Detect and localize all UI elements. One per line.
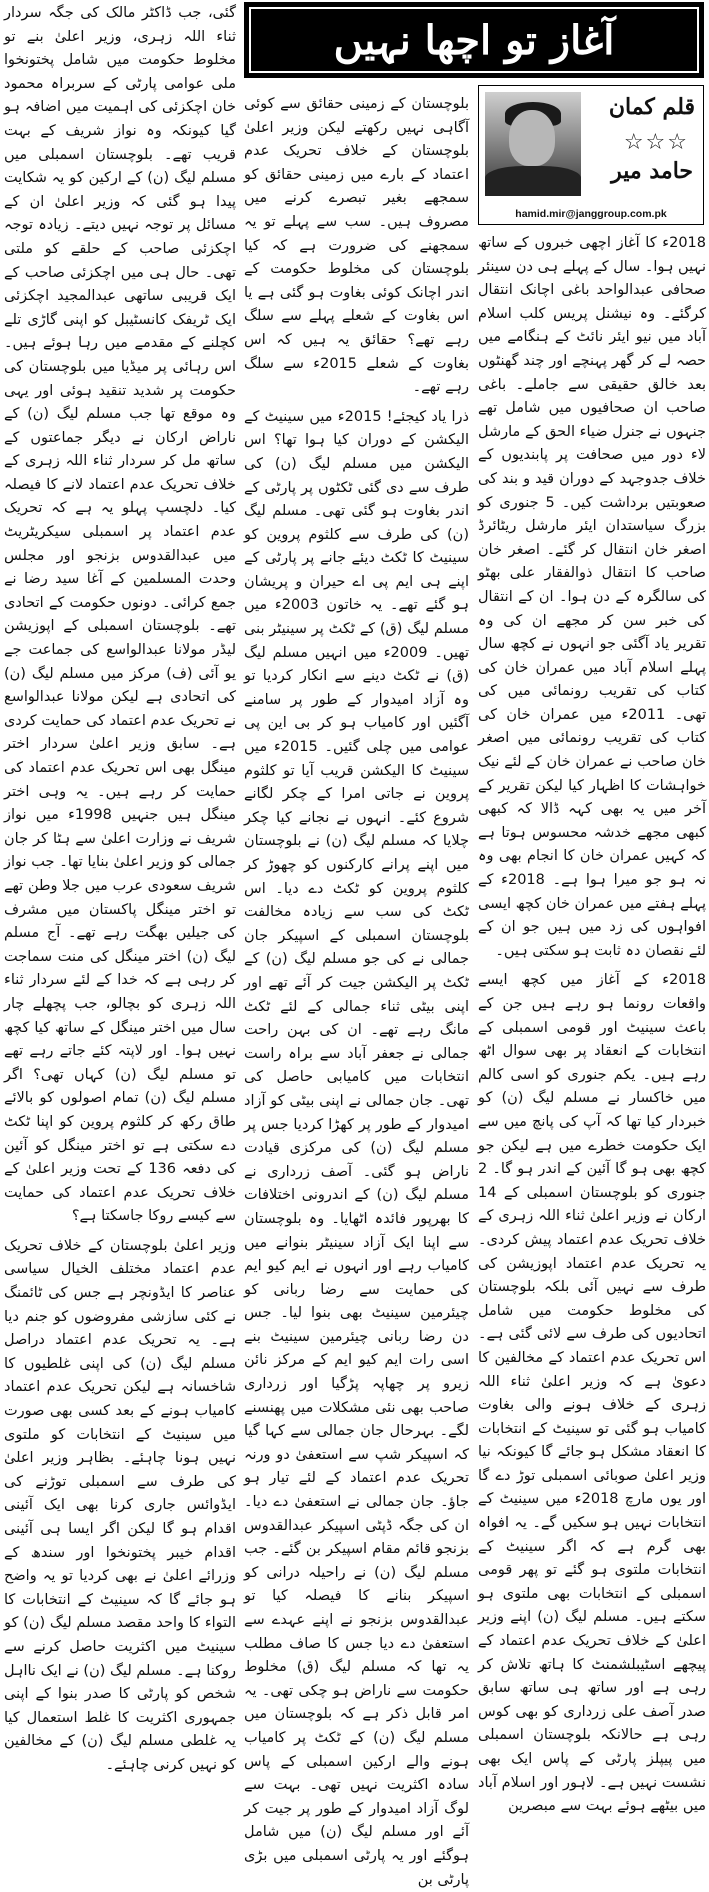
author-photo-face (509, 110, 555, 166)
article-column-right (477, 232, 706, 1815)
column-title: آغاز تو اچھا نہیں (333, 16, 615, 64)
star-icons: ☆☆☆ (623, 130, 689, 155)
column-title-frame (249, 7, 699, 73)
article-column-middle (244, 93, 470, 1888)
paragraph: وزیر اعلیٰ بلوچستان کے خلاف تحریک عدم اعتماد مختلف الخیال سیاسی عناصر کا ایڈونچر ہے جس کی ٹائمنگ نے کئی سازشی مفروضوں کو جنم دیا ہے۔ یہ تحریک عدم اعتماد دراصل مسلم لیگ (ن) کی اپنی غلطیوں کا شاخسانہ ہے لیکن تحریک عدم اعتماد کامیاب ہونے کے بعد کسی بھی صورت میں سینیٹ کے انتخابات کو ملتوی نہیں ہونا چاہئے۔ بظاہر وزیر اعلیٰ کی طرف سے اسمبلی توڑنے کی ایڈوائس جاری کرنا بھی ایک آئینی اقدام ہو گا لیکن اگر ایسا ہی آئینی اقدام خیبر پختونخوا اور سندھ کے وزرائے اعلیٰ نے بھی کردیا تو یہ واضح ہو جائے گا کہ سینیٹ کے انتخابات کا التواء کا واحد مقصد مسلم لیگ (ن) کو سینیٹ میں اکثریت حاصل کرنے سے روکنا ہے۔ مسلم لیگ (ن) نے ایک نااہل شخص کو پارٹی کا صدر بنوا کے اپنی جمہوری اکثریت کا غلط استعمال کیا یہ غلطی مسلم لیگ (ن) کے مخالفین کو نہیں کرنی چاہئے۔ (4, 1237, 236, 1773)
paragraph: 2018ء کے آغاز میں کچھ ایسے واقعات رونما ہو رہے ہیں جن کے باعث سینیٹ اور قومی اسمبلی کے انتخابات کے انعقاد پر بھی سوال اٹھ رہے ہیں۔ یکم جنوری کو اسی کالم میں خاکسار نے مسلم لیگ (ن) کو خبردار کیا تھا کہ آپ کی پانچ میں سے ایک حکومت خطرے میں ہے لیکن جو کچھ بھی ہو گا آئین کے اندر ہو گا۔ 2 جنوری کو بلوچستان اسمبلی کے 14 ارکان نے وزیر اعلیٰ ثناء اللہ زہری کے خلاف تحریک عدم اعتماد پیش کردی۔ یہ تحریک عدم اعتماد اپوزیشن کی طرف سے نہیں آئی بلکہ بلوچستان کی مخلوط حکومت میں شامل اتحادیوں کی طرف سے لائی گئی ہے۔ اس تحریک عدم اعتماد کے مخالفین کا دعویٰ ہے کہ وزیر اعلیٰ ثناء اللہ زہری کے خلاف ہونے والی بغاوت کامیاب ہو گئی تو سینیٹ کے انتخابات کا انعقاد مشکل ہو جائے گا کیونکہ نیا وزیر اعلیٰ صوبائی اسمبلی توڑ دے گا اور یوں مارچ 2018ء میں سینیٹ کے انتخابات نہیں ہو سکیں گے۔ یہ افواہ بھی گرم ہے کہ اگر سینیٹ کے انتخابات ملتوی ہو گئے تو پھر قومی اسمبلی کے انتخابات بھی ملتوی ہو سکتے ہیں۔ مسلم لیگ (ن) اپنے وزیر اعلیٰ کے خلاف تحریک عدم اعتماد کے پیچھے اسٹیبلشمنٹ کا ہاتھ تلاش کر رہی ہے اور ساتھ ہی ساتھ سابق صدر آصف علی زرداری کو بھی کوس رہی ہے حالانکہ بلوچستان اسمبلی میں پیپلز پارٹی کے پاس ایک بھی نشست نہیں ہے۔ لاہور اور اسلام آباد میں بیٹھے ہوئے بہت سے مبصرین (478, 972, 706, 1815)
author-photo-suit (485, 166, 581, 196)
article-column-left (4, 2, 236, 1773)
author-name: حامد میر (611, 158, 693, 184)
paragraph: 2018ء کا آغاز اچھی خبروں کے ساتھ نہیں ہوا۔ سال کے پہلے ہی دن سینئر صحافی عبدالواحد باغی اچانک انتقال کرگئے۔ وہ نیشنل پریس کلب اسلام آباد میں نیو ایئر نائٹ کے ہنگامے میں حصہ لے کر گھر پہنچے اور چند گھنٹوں بعد خالق حقیقی سے جاملے۔ باغی صاحب ان صحافیوں میں شامل تھے جنہوں نے جنرل ضیاء الحق کے مارشل لاء دور میں صحافت پر پابندیوں کے خلاف جدوجہد کے دوران قید و بند کی صعوبتیں برداشت کیں۔ 5 جنوری کو بزرگ سیاستدان ایئر مارشل ریٹائرڈ اصغر خان انتقال کر گئے۔ اصغر خان صاحب کا انتقال ذوالفقار علی بھٹو کی سالگرہ کے دن ہوا۔ ان کے انتقال کی خبر سن کر مجھے ان کی وہ تقریر یاد آگئی جو انہوں نے کچھ سال پہلے اسلام آباد میں عمران خان کی کتاب کی تقریب رونمائی میں کی تھی۔ 2011ء میں عمران خان کی کتاب کی تقریب رونمائی میں اصغر خان صاحب نے عمران خان کے لئے نیک خواہشات کا اظہار کیا لیکن تقریر کے آخر میں یہ بھی کہہ ڈالا کہ کبھی کبھی مجھے خدشہ محسوس ہوتا ہے کہ کہیں عمران خان کا انجام بھی وہ نہ ہو جو میرا ہوا ہے۔ 2018ء کے پہلے ہفتے میں عمران خان کچھ ایسی افواہوں کی زد میں ہیں جو ان کے لئے نقصان دہ ثابت ہو سکتی ہیں۔ (477, 235, 706, 959)
paragraph: بلوچستان کے زمینی حقائق سے کوئی آگاہی نہیں رکھتے لیکن وزیر اعلیٰ بلوچستان کے خلاف تحریک عدم اعتماد کے بارے میں زمینی حقائق کو سمجھے بغیر تبصرے کرنے میں مصروف ہیں۔ سب سے پہلے تو یہ سمجھنے کی ضرورت ہے کہ کیا بلوچستان کی مخلوط حکومت کے اندر اچانک کوئی بغاوت ہو گئی ہے یا اس بغاوت کے شعلے پہلے سے سلگ رہے تھے؟ حقائق یہ ہیں کہ اس بغاوت کے شعلے 2015ء سے سلگ رہے تھے۔ (244, 96, 469, 396)
author-email: hamid.mir@janggroup.com.pk (515, 208, 667, 220)
column-title-banner (244, 2, 704, 78)
paragraph: ذرا یاد کیجئے! 2015ء میں سینیٹ کے الیکشن کے دوران کیا ہوا تھا؟ اس الیکشن میں مسلم لیگ (ن) کی طرف سے دی گئی ٹکٹوں پر پارٹی کے اندر بغاوت ہو گئی تھی۔ مسلم لیگ (ن) کی طرف سے کلثوم پروین کو سینیٹ کا ٹکٹ دیئے جانے پر پارٹی کے اپنے ہی ایم پی اے حیران و پریشان ہو گئے تھے۔ یہ خاتون 2003ء میں مسلم لیگ (ق) کے ٹکٹ پر سینیٹر بنی تھیں۔ 2009ء میں انہیں مسلم لیگ (ق) نے ٹکٹ دینے سے انکار کردیا تو وہ آزاد امیدوار کے طور پر سامنے آگئیں اور کامیاب ہو کر بی این پی عوامی میں چلی گئیں۔ 2015ء میں سینیٹ کا الیکشن قریب آیا تو کلثوم پروین نے جاتی امرا کے چکر لگانے شروع کئے۔ انہوں نے نجانے کیا چکر چلایا کہ مسلم لیگ (ن) نے بلوچستان میں اپنے پرانے کارکنوں کو چھوڑ کر کلثوم پروین کو ٹکٹ دے دیا۔ اس ٹکٹ کی سب سے زیادہ مخالفت بلوچستان اسمبلی کے اسپیکر جان جمالی نے کی جو مسلم لیگ (ن) کے ٹکٹ پر الیکشن جیت کر آئے تھے اور اپنی بیٹی ثناء جمالی کے لئے ٹکٹ مانگ رہے تھے۔ ان کی بہن راحت جمالی نے جعفر آباد سے براہ راست انتخابات میں کامیابی حاصل کی تھی۔ جان جمالی نے اپنی بیٹی کو آزاد امیدوار کے طور پر کھڑا کردیا جس پر مسلم لیگ (ن) کی مرکزی قیادت ناراض ہو گئی۔ آصف زرداری نے مسلم لیگ (ن) کے اندرونی اختلافات کا بھرپور فائدہ اٹھایا۔ وہ بلوچستان سے اپنا ایک آزاد سینیٹر بنوانے میں کامیاب رہے اور انہوں نے ایم کیو ایم کی حمایت سے رضا ربانی کو چیئرمین سینیٹ بھی بنوا لیا۔ جس دن رضا ربانی چیئرمین سینیٹ بنے اسی رات ایم کیو ایم کے مرکز نائن زیرو پر چھاپہ پڑگیا اور زرداری صاحب بھی نئی مشکلات میں پھنسنے لگے۔ بہرحال جان جمالی سے کہا گیا کہ اسپیکر شپ سے استعفیٰ دو ورنہ تحریک عدم اعتماد کے لئے تیار ہو جاؤ۔ جان جمالی نے استعفیٰ دے دیا۔ ان کی جگہ ڈپٹی اسپیکر عبدالقدوس بزنجو قائم مقام اسپیکر بن گئے۔ جب مسلم لیگ (ن) نے راحیلہ درانی کو اسپیکر بنانے کا فیصلہ کیا تو عبدالقدوس بزنجو نے اپنے عہدے سے استعفیٰ دے دیا جس کا صاف مطلب یہ تھا کہ مسلم لیگ (ق) مخلوط حکومت سے ناراض ہو چکی تھی۔ یہ امر قابل ذکر ہے کہ بلوچستان میں مسلم لیگ (ن) کے ٹکٹ پر کامیاب ہونے والے ارکین اسمبلی کے پاس سادہ اکثریت نہیں تھی۔ بہت سے لوگ آزاد امیدوار کے طور پر جیت کر آئے اور مسلم لیگ (ن) میں شامل ہوگئے اور یہ پارٹی اسمبلی میں بڑی پارٹی بن (244, 408, 470, 1888)
author-photo (485, 92, 581, 192)
paragraph: گئی، جب ڈاکٹر مالک کی جگہ سردار ثناء اللہ زہری، وزیر اعلیٰ بنے تو مخلوط حکومت میں شامل پختونخوا ملی عوامی پارٹی کے سربراہ محمود خان اچکزئی کی اہمیت میں اضافہ ہو گیا کیونکہ وہ نواز شریف کے بہت قریب تھے۔ بلوچستان اسمبلی میں مسلم لیگ (ن) کے ارکین کو یہ شکایت پیدا ہو گئی کہ وزیر اعلیٰ ان کے مسائل پر توجہ نہیں دیتے۔ زیادہ توجہ اچکزئی صاحب کے حلقے کو ملتی تھی۔ حال ہی میں اچکزئی صاحب کے ایک قریبی ساتھی عبدالمجید اچکزئی ایک ٹریفک کانسٹیبل کو اپنی گاڑی تلے کچلنے کے مقدمے میں رہا ہوئے ہیں۔ اس رہائی پر میڈیا میں بلوچستان کی حکومت پر شدید تنقید ہوئی اور یہی وہ موقع تھا جب مسلم لیگ (ن) کے ناراض ارکان نے دیگر جماعتوں کے ساتھ مل کر سردار ثناء اللہ زہری کے خلاف تحریک عدم اعتماد لانے کا فیصلہ کیا۔ دلچسپ پہلو یہ ہے کہ تحریک عدم اعتماد پر اسمبلی سیکریٹریٹ میں عبدالقدوس بزنجو اور مجلس وحدت المسلمین کے آغا سید رضا نے جمع کرائی۔ دونوں حکومت کے اتحادی تھے۔ بلوچستان اسمبلی کے اپوزیشن لیڈر مولانا عبدالواسع کی جماعت جے یو آئی (ف) مرکز میں مسلم لیگ (ن) کی اتحادی ہے لیکن مولانا عبدالواسع نے تحریک عدم اعتماد کی حمایت کردی ہے۔ سابق وزیر اعلیٰ سردار اختر مینگل بھی اس تحریک عدم اعتماد کی حمایت کر رہے ہیں۔ یہ وہی اختر مینگل ہیں جنہیں 1998ء میں نواز شریف نے وزارت اعلیٰ سے ہٹا کر جان جمالی کو وزیر اعلیٰ بنایا تھا۔ جب نواز شریف سعودی عرب میں جلا وطن تھے تو اختر مینگل پاکستان میں مشرف کی جیلیں بھگت رہے تھے۔ آج مسلم لیگ (ن) اختر مینگل کی منت سماجت کر رہی ہے کہ خدا کے لئے سردار ثناء اللہ زہری کو بچالو، جب پچھلے چار سال میں اختر مینگل کے ساتھ کیا کچھ نہیں ہوا۔ اور لاپتہ کئے جاتے رہے تھے تو مسلم لیگ (ن) کہاں تھی؟ اگر مسلم لیگ (ن) تمام اصولوں کو بالائے طاق رکھ کر کلثوم پروین کو اپنا ٹکٹ دے سکتی ہے تو اختر مینگل کو آئین کی دفعہ 136 کے تحت وزیر اعلیٰ کے خلاف تحریک عدم اعتماد کی حمایت سے کیسے روکا جاسکتا ہے؟ (4, 5, 236, 1225)
author-byline-box (478, 85, 704, 225)
column-series-name: قلم کمان (608, 94, 695, 120)
